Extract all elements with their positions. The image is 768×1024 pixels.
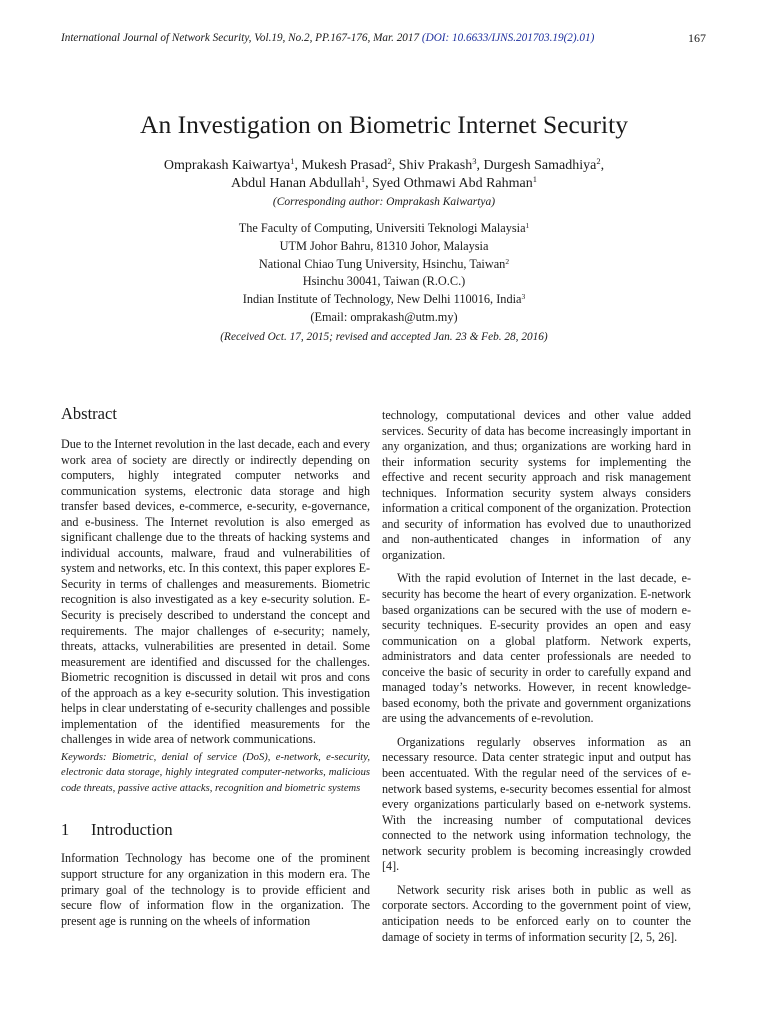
keywords: Keywords: Biometric, denial of service (DoS), e-network, e-security, electronic data storage, highly integrated computer-networks, malicious code threats, passive active attacks, recognition and biometric systems <box>61 751 370 794</box>
author-name: Syed Othmawi Abd Rahman <box>372 176 533 191</box>
abstract-text: Due to the Internet revolution in the last decade, each and every work area of society are directly or indirectly depending on computers, highly integrated computer networks and communication systems, electronic data storage and high transfer based devices, e-commerce, e-security, e-governance, and e-business. The Internet revolution is also emerged as significant challenge due to the threats of hacking systems and individual accounts, malware, fraud and vulnerabilities of system and networks, etc. In this context, this paper explores E-Security in terms of challenges and measurements. Biometric recognition is also investigated as a key e-security solution. E-Security is precisely described to understand the concept and requirements. The major challenges of e-security; namely, threats, attacks, vulnerabilities are presented in detail. Some measurement are identified and discussed for the challenges. Biometric recognition is discussed in detail wit pros and cons of the approach as a key e-security solution. This investigation helps in clear understating of e-security challenges and possible implementation of the identified measurements for the challenges in wide area of network communications. <box>61 437 370 747</box>
author-line-2: Abdul Hanan Abdullah$^1$, Syed Othmawi Abd Rahman$^1$ <box>231 174 537 191</box>
affiliation-line: Indian Institute of Technology, New Delhi 110016, India$^3$ <box>242 292 526 307</box>
right-column <box>382 408 691 945</box>
author-affiliation-mark: 2 <box>387 156 392 166</box>
author-name: Abdul Hanan Abdullah <box>231 176 361 191</box>
author-affiliation-mark: 3 <box>472 156 477 166</box>
doi-link[interactable]: (DOI: 10.6633/IJNS.201703.19(2).01) <box>421 32 595 44</box>
running-head <box>61 31 706 45</box>
author-name: Shiv Prakash <box>398 158 473 173</box>
body-paragraph: Organizations regularly observes information as an necessary resource. Data center strategic input and output has been accentuated. With the regular need of the services of e-network based systems, e-security becomes essential for almost every organizations particularly based on e-network systems. With the increasing number of computational devices connected to the network using information technology, the network security problem is becoming increasingly crowded [4]. <box>382 734 691 874</box>
introduction-heading <box>61 820 370 840</box>
author-name: Durgesh Samadhiya <box>483 158 597 173</box>
author-line-1: Omprakash Kaiwartya$^1$, Mukesh Prasad$^2$, Shiv Prakash$^3$, Durgesh Samadhiya$^2$, <box>163 156 605 173</box>
author-affiliation-mark: 1 <box>360 174 366 184</box>
affiliation-line: National Chiao Tung University, Hsinchu, Taiwan$^2$ <box>258 256 510 271</box>
affiliation-line: Hsinchu 30041, Taiwan (R.O.C.) <box>302 274 466 289</box>
page-number: 167 <box>688 31 706 45</box>
abstract-heading: Abstract <box>61 404 117 423</box>
body-paragraph: With the rapid evolution of Internet in the last decade, e-security has become the heart of every organization. E-network based organizations can be secured with the use of modern e-security techniques. E-security provides an open and easy communication on a global platform. Network experts, administrators and data center professionals are needed to conceive the basic of security in order to carefully expand and managed today’s networks. However, in recent knowledge-based economy, both the private and government organizations are using the advancements of e-revolution. <box>382 571 691 726</box>
author-list <box>0 157 768 193</box>
affiliation-line: UTM Johor Bahru, 81310 Johor, Malaysia <box>279 238 489 253</box>
section-title: Introduction <box>91 820 173 840</box>
body-paragraph: Network security risk arises both in public as well as corporate sectors. According to the government point of view, anticipation needs to be enforced early on to counter the damage of society in terms of information security [2, 5, 26]. <box>382 882 691 944</box>
left-column <box>61 404 370 929</box>
introduction-paragraph: Information Technology has become one of the prominent support structure for any organization in this modern era. The primary goal of the technology is to provide efficient and secure flow of information flow in the organization. The present age is running on the wheels of information <box>61 851 370 928</box>
author-affiliation-mark: 2 <box>596 156 601 166</box>
paper-title: An Investigation on Biometric Internet Security <box>140 110 628 139</box>
affiliations <box>0 220 768 327</box>
body-paragraph: technology, computational devices and other value added services. Security of data has become increasingly important in any organization, and thus; organizations are working hard in their information security systems for implementing the effective and recent security approach and risk management techniques. Information security system always considers information a critical component of the organization. Protection and security of information has evolved due to unauthorized and non-authenticated changes in information of any organization. <box>382 408 691 562</box>
author-name: Omprakash Kaiwartya <box>163 158 291 173</box>
corresponding-author: (Corresponding author: Omprakash Kaiwartya) <box>272 196 496 208</box>
author-name: Mukesh Prasad <box>301 158 388 173</box>
author-affiliation-mark: 1 <box>290 156 295 166</box>
received-dates: (Received Oct. 17, 2015; revised and accepted Jan. 23 & Feb. 28, 2016) <box>220 331 548 343</box>
author-affiliation-mark: 1 <box>532 174 537 184</box>
section-number: 1 <box>61 820 70 840</box>
affiliation-line: The Faculty of Computing, Universiti Teknologi Malaysia$^1$ <box>238 221 530 235</box>
email-line: (Email: omprakash@utm.my) <box>310 309 458 324</box>
journal-citation: International Journal of Network Security, Vol.19, No.2, PP.167-176, Mar. 2017 <box>61 32 420 44</box>
